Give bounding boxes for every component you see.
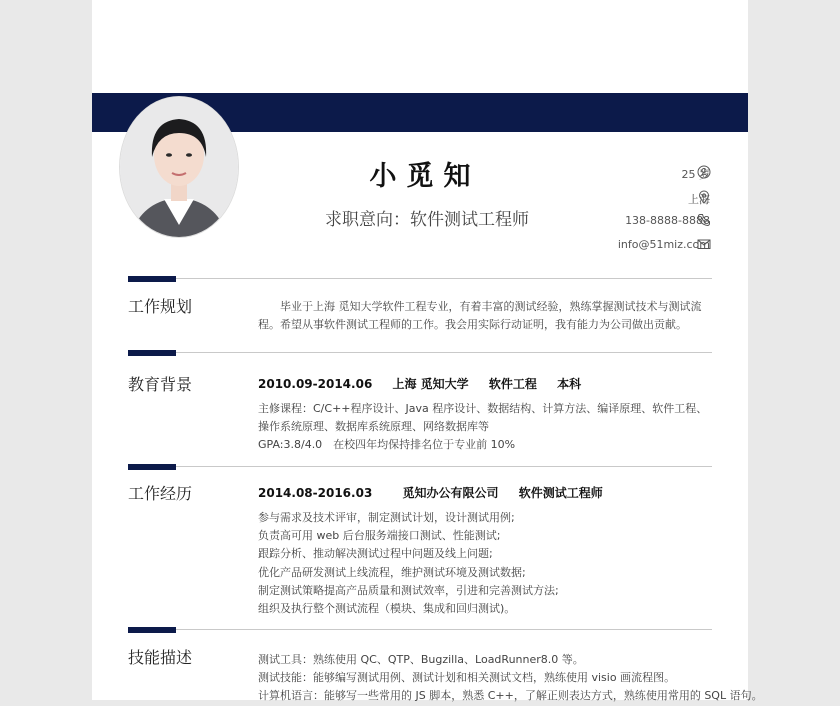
work-period: 2014.08-2016.03	[258, 486, 373, 500]
education-courses: 主修课程：C/C++程序设计、Java 程序设计、数据结构、计算方法、编译原理、软件工程、操作系统原理、数据库系统原理、网络数据库等	[258, 402, 708, 433]
profile-photo	[120, 97, 238, 237]
skills-list	[258, 651, 763, 706]
candidate-name: 小觅知	[369, 161, 481, 192]
list-item: 优化产品研发测试上线流程，维护测试环境及测试数据;	[258, 565, 526, 579]
work-company: 觅知办公有限公司	[402, 486, 499, 500]
education-gpa: GPA:3.8/4.0 在校四年均保持排名位于专业前 10%	[258, 438, 516, 451]
work-headline	[258, 484, 714, 501]
mail-icon	[697, 237, 711, 251]
person-icon	[697, 165, 711, 179]
work-duties	[258, 509, 714, 618]
section-title-work: 工作经历	[128, 484, 193, 503]
list-item: 组织及执行整个测试流程（模块、集成和回归测试)。	[258, 602, 516, 616]
plan-text: 毕业于上海 觅知大学软件工程专业，有着丰富的测试经验，熟练掌握测试技术与测试流程。希望从事软件测试工程师的工作。我会用实际行动证明，我有能力为公司做出贡献。	[258, 300, 702, 331]
section-marker-education	[128, 350, 176, 356]
list-item: 制定测试策略提高产品质量和测试效率，引进和完善测试方法;	[258, 583, 559, 597]
avatar	[120, 97, 238, 237]
contact-phone: 138-8888-8888	[625, 214, 710, 227]
list-item: 测试工具：熟练使用 QC、QTP、Bugzilla、LoadRunner8.0 等。	[258, 653, 584, 666]
phone-icon	[697, 213, 711, 227]
section-title-plan: 工作规划	[128, 297, 193, 316]
education-major: 软件工程	[488, 377, 537, 391]
location-pin-icon	[697, 190, 711, 204]
list-item: 跟踪分析、推动解决测试过程中问题及线上问题;	[258, 547, 493, 561]
contact-location: 上海	[688, 193, 710, 206]
section-divider-plan	[176, 278, 712, 279]
job-intent: 求职意向：软件测试工程师	[325, 210, 529, 230]
section-title-education: 教育背景	[128, 375, 193, 394]
section-marker-plan	[128, 276, 176, 282]
section-marker-work	[128, 464, 176, 470]
contact-email: info@51miz.com	[617, 238, 710, 251]
section-title-skills: 技能描述	[128, 648, 193, 667]
list-item: 参与需求及技术评审，制定测试计划，设计测试用例;	[258, 511, 515, 524]
education-period: 2010.09-2014.06	[258, 377, 373, 391]
education-school: 上海 觅知大学	[392, 377, 469, 391]
section-marker-skills	[128, 627, 176, 633]
education-degree: 本科	[557, 377, 582, 391]
contact-age: 25 岁	[681, 168, 710, 181]
work-position: 软件测试工程师	[518, 486, 603, 500]
section-divider-work	[176, 466, 712, 467]
section-divider-skills	[176, 629, 712, 630]
list-item: 测试技能：能够编写测试用例、测试计划和相关测试文档，熟练使用 visio 画流程图。	[258, 671, 676, 685]
list-item: 计算机语言：能够写一些常用的 JS 脚本，熟悉 C++，了解正则表达方式，熟练使用常用的 SQL 语句。	[258, 689, 763, 703]
section-divider-education	[176, 352, 712, 353]
list-item: 负责高可用 web 后台服务端接口测试、性能测试;	[258, 529, 501, 543]
education-headline	[258, 375, 714, 392]
